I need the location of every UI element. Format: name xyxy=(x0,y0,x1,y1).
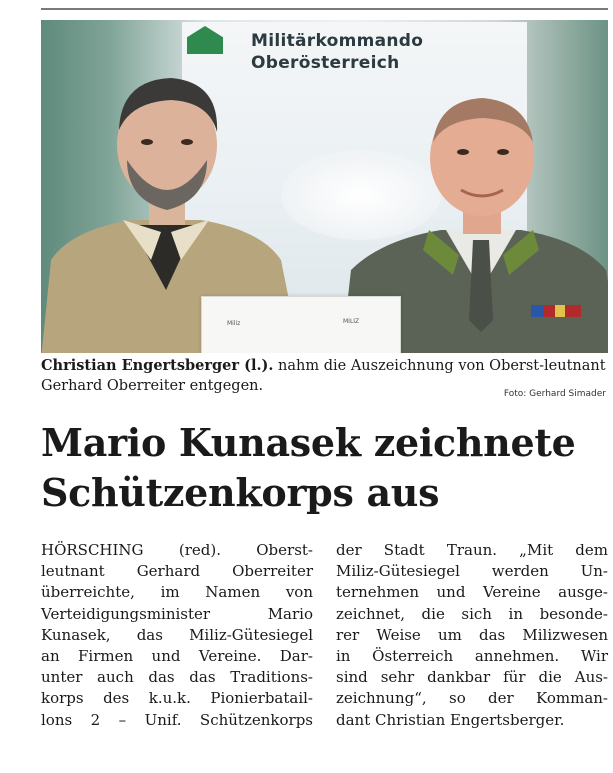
body-left-line: Verteidigungsminister Mario xyxy=(41,604,313,623)
article-photo xyxy=(41,20,608,353)
article-body-left-column xyxy=(41,540,313,731)
body-left-line: an Firmen und Vereine. Dar- xyxy=(41,647,313,666)
body-left-line: Kunasek, das Miliz-Gütesiegel xyxy=(41,625,313,644)
body-right-line: sind sehr dankbar für die Aus- xyxy=(336,668,608,687)
article-body-right-column xyxy=(336,540,608,731)
body-right-line: Miliz-Gütesiegel werden Un- xyxy=(336,562,608,581)
body-right-line: in Österreich annehmen. Wir xyxy=(336,647,608,666)
body-right-line: dant Christian Engertsberger. xyxy=(336,710,565,729)
body-left-line: lons 2 – Unif. Schützenkorps xyxy=(41,710,313,729)
article-headline xyxy=(41,418,608,518)
body-right-line: zeichnet, die sich in besonde- xyxy=(336,604,608,623)
headline-line2: Schützenkorps aus xyxy=(41,470,440,515)
body-left-line: korps des k.u.k. Pionierbatail- xyxy=(41,689,313,708)
certificate-right-text: MILIZ xyxy=(343,318,360,325)
top-rule xyxy=(41,8,608,10)
banner-text-line1: Militärkommando xyxy=(251,31,424,51)
photo-caption xyxy=(41,356,608,399)
certificate-left-text: Miliz xyxy=(227,320,241,327)
body-right-line: ternehmen und Vereine ausge- xyxy=(336,583,608,602)
banner-text-line2: Oberösterreich xyxy=(251,53,400,73)
photo-credit: Foto: Gerhard Simader xyxy=(503,389,606,399)
body-left-line: überreichte, im Namen von xyxy=(41,583,313,602)
body-right-line: zeichnung“, so der Komman- xyxy=(336,689,608,708)
body-left-line: leutnant Gerhard Oberreiter xyxy=(41,562,313,581)
body-left-line: unter auch das das Traditions- xyxy=(41,668,313,687)
caption-name: Christian Engertsberger (l.). xyxy=(41,357,274,374)
body-right-line: rer Weise um das Milizwesen xyxy=(336,625,608,644)
caption-text: nahm die Auszeichnung von Oberst-leutnant Gerhard Oberreiter entgegen. xyxy=(41,358,606,394)
body-left-line: HÖRSCHING (red). Oberst- xyxy=(41,541,313,559)
headline-line1: Mario Kunasek zeichnete xyxy=(41,420,576,465)
body-right-line: der Stadt Traun. „Mit dem xyxy=(336,541,608,559)
